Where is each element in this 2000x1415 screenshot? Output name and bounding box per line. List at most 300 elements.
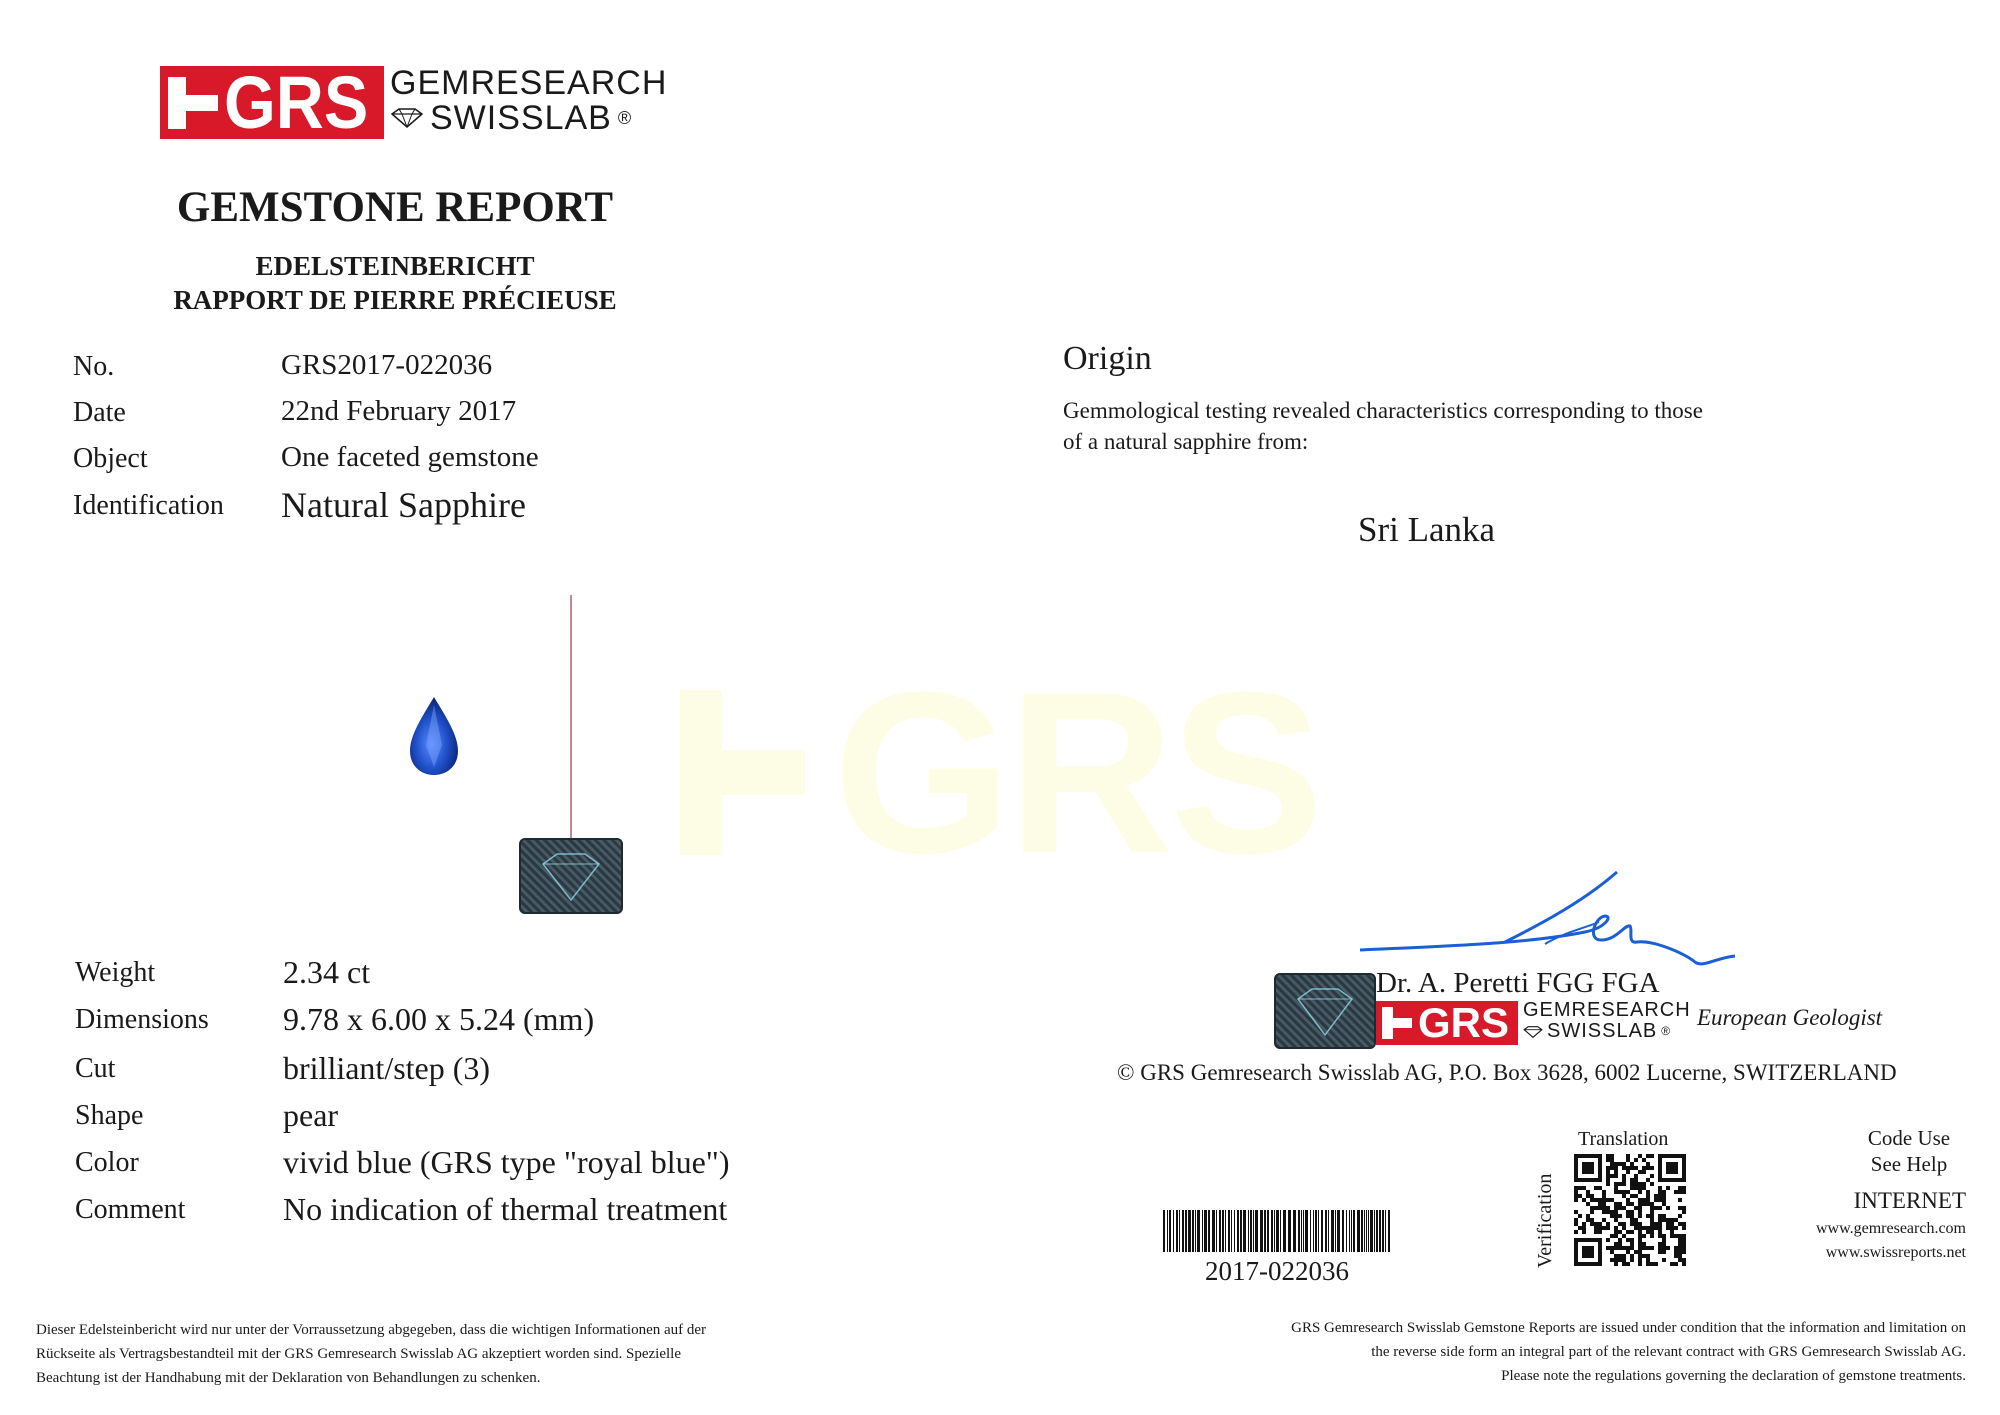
field-value-no: GRS2017-022036: [281, 349, 493, 381]
qr-module: [1682, 1226, 1686, 1230]
qr-module: [1666, 1246, 1670, 1250]
qr-module: [1682, 1238, 1686, 1242]
disclaimer-german-line3: Beachtung ist der Handhabung mit der Deklaration von Behandlungen zu schenken.: [36, 1370, 541, 1386]
field-label-comment: Comment: [75, 1194, 186, 1225]
qr-module: [1638, 1186, 1642, 1190]
qr-module: [1630, 1214, 1634, 1218]
logo-wordmark-small: [1523, 1000, 1691, 1042]
qr-finder-pattern: [1582, 1246, 1594, 1258]
qr-module: [1654, 1222, 1658, 1226]
registered-mark-small: ®: [1661, 1024, 1672, 1039]
registered-mark: ®: [617, 107, 633, 128]
qr-module: [1646, 1258, 1650, 1262]
qr-module: [1602, 1194, 1606, 1198]
qr-module: [1614, 1174, 1618, 1178]
qr-module: [1610, 1246, 1614, 1250]
qr-module: [1650, 1214, 1654, 1218]
diamond-icon: [390, 108, 424, 128]
qr-module: [1634, 1174, 1638, 1178]
qr-module: [1682, 1250, 1686, 1254]
qr-module: [1678, 1198, 1682, 1202]
qr-module: [1642, 1198, 1646, 1202]
qr-module: [1614, 1234, 1618, 1238]
barcode-bar: [1328, 1210, 1329, 1252]
qr-module: [1626, 1154, 1630, 1158]
barcode-bar: [1337, 1210, 1340, 1252]
qr-module: [1602, 1210, 1606, 1214]
qr-module: [1654, 1206, 1658, 1210]
qr-module: [1598, 1186, 1602, 1190]
barcode-bar: [1313, 1210, 1314, 1252]
barcode-bar: [1315, 1210, 1317, 1252]
qr-module: [1678, 1186, 1682, 1190]
qr-module: [1662, 1194, 1666, 1198]
qr-module: [1658, 1194, 1662, 1198]
qr-module: [1658, 1230, 1662, 1234]
qr-module: [1618, 1254, 1622, 1258]
qr-module: [1574, 1210, 1578, 1214]
qr-module: [1626, 1158, 1630, 1162]
qr-module: [1610, 1158, 1614, 1162]
qr-module: [1618, 1222, 1622, 1226]
qr-module: [1574, 1230, 1578, 1234]
qr-module: [1650, 1182, 1654, 1186]
qr-module: [1642, 1182, 1646, 1186]
barcode-bar: [1216, 1210, 1217, 1252]
barcode-bar: [1276, 1210, 1279, 1252]
qr-module: [1646, 1190, 1650, 1194]
field-value-color: vivid blue (GRS type "royal blue"): [283, 1144, 730, 1180]
qr-module: [1650, 1202, 1654, 1206]
qr-module: [1606, 1182, 1610, 1186]
qr-module: [1630, 1178, 1634, 1182]
qr-module: [1630, 1162, 1634, 1166]
qr-module: [1682, 1258, 1686, 1262]
qr-module: [1634, 1158, 1638, 1162]
barcode-bar: [1318, 1210, 1319, 1252]
barcode-bar: [1298, 1210, 1300, 1252]
qr-module: [1678, 1242, 1682, 1246]
diamond-small-icon: [1523, 1026, 1543, 1038]
qr-module: [1678, 1214, 1682, 1218]
qr-module: [1634, 1250, 1638, 1254]
qr-module: [1650, 1222, 1654, 1226]
qr-module: [1618, 1246, 1622, 1250]
qr-module: [1658, 1206, 1662, 1210]
qr-module: [1586, 1194, 1590, 1198]
qr-module: [1658, 1198, 1662, 1202]
qr-module: [1666, 1206, 1670, 1210]
grs-cross-watermark-icon: [680, 690, 805, 855]
disclaimer-german-line1: Dieser Edelsteinbericht wird nur unter der Vorraussetzung abgegeben, dass die wichtigen Informationen auf der: [36, 1322, 707, 1338]
qr-module: [1614, 1214, 1618, 1218]
qr-module: [1638, 1262, 1642, 1266]
disclaimer-german: [36, 1318, 906, 1390]
qr-module: [1622, 1162, 1626, 1166]
qr-module: [1594, 1226, 1598, 1230]
qr-module: [1630, 1258, 1634, 1262]
qr-module: [1602, 1198, 1606, 1202]
qr-module: [1642, 1170, 1646, 1174]
disclaimer-english-line3: Please note the regulations governing the declaration of gemstone treatments.: [1501, 1368, 1966, 1384]
qr-module: [1614, 1190, 1618, 1194]
barcode-bar: [1331, 1210, 1334, 1252]
qr-module: [1634, 1218, 1638, 1222]
field-label-dimensions: Dimensions: [75, 1004, 209, 1035]
qr-module: [1682, 1206, 1686, 1210]
qr-module: [1602, 1202, 1606, 1206]
barcode-bar: [1225, 1210, 1226, 1252]
qr-module: [1622, 1254, 1626, 1258]
qr-module: [1682, 1242, 1686, 1246]
qr-module: [1610, 1166, 1614, 1170]
qr-module: [1682, 1262, 1686, 1266]
qr-module: [1590, 1198, 1594, 1202]
qr-module: [1658, 1218, 1662, 1222]
barcode-bar: [1219, 1210, 1221, 1252]
qr-module: [1610, 1210, 1614, 1214]
barcode-bar: [1361, 1210, 1363, 1252]
barcode-bar: [1293, 1210, 1296, 1252]
barcode-bar: [1248, 1210, 1249, 1252]
qr-module: [1638, 1210, 1642, 1214]
qr-module: [1630, 1254, 1634, 1258]
barcode-bar: [1364, 1210, 1365, 1252]
field-value-object: One faceted gemstone: [281, 441, 539, 473]
qr-module: [1674, 1254, 1678, 1258]
barcode-bar: [1253, 1210, 1254, 1252]
qr-module: [1662, 1246, 1666, 1250]
qr-module: [1614, 1218, 1618, 1222]
qr-module: [1590, 1210, 1594, 1214]
qr-finder-pattern: [1582, 1162, 1594, 1174]
qr-module: [1634, 1206, 1638, 1210]
qr-module: [1638, 1154, 1642, 1158]
qr-module: [1598, 1206, 1602, 1210]
qr-module: [1646, 1246, 1650, 1250]
qr-module: [1622, 1182, 1626, 1186]
barcode-bar: [1192, 1210, 1194, 1252]
barcode-bar: [1280, 1210, 1281, 1252]
qr-module: [1638, 1254, 1642, 1258]
grs-cross-small-icon: [1382, 1007, 1412, 1039]
barcode-bar: [1376, 1210, 1378, 1252]
qr-finder-pattern: [1666, 1162, 1678, 1174]
qr-module: [1638, 1190, 1642, 1194]
logo-mark-small: GRS: [1418, 999, 1510, 1046]
company-address: © GRS Gemresearch Swisslab AG, P.O. Box 3628, 6002 Lucerne, SWITZERLAND: [1117, 1060, 1897, 1085]
qr-module: [1630, 1194, 1634, 1198]
qr-module: [1658, 1250, 1662, 1254]
qr-module: [1602, 1218, 1606, 1222]
barcode-bar: [1368, 1210, 1369, 1252]
qr-module: [1658, 1242, 1662, 1246]
qr-module: [1646, 1198, 1650, 1202]
barcode-bar: [1357, 1210, 1360, 1252]
qr-module: [1610, 1154, 1614, 1158]
qr-module: [1574, 1186, 1578, 1190]
url-swissreports[interactable]: www.swissreports.net: [1825, 1244, 1966, 1261]
qr-module: [1614, 1254, 1618, 1258]
barcode-bar: [1349, 1210, 1350, 1252]
origin-text-line1: Gemmological testing revealed characteristics corresponding to those: [1063, 398, 1703, 423]
qr-module: [1594, 1198, 1598, 1202]
field-value-shape: pear: [283, 1097, 339, 1133]
qr-module: [1618, 1202, 1622, 1206]
qr-module: [1638, 1202, 1642, 1206]
disclaimer-english-line1: GRS Gemresearch Swisslab Gemstone Reports are issued under condition that the information and limitation on: [1291, 1320, 1966, 1336]
qr-module: [1682, 1210, 1686, 1214]
code-use-line1: Code Use: [1867, 1126, 1951, 1150]
qr-module: [1678, 1246, 1682, 1250]
qr-module: [1622, 1206, 1626, 1210]
barcode-bar: [1325, 1210, 1327, 1252]
qr-module: [1634, 1186, 1638, 1190]
qr-module: [1682, 1234, 1686, 1238]
qr-module: [1602, 1226, 1606, 1230]
barcode-bar: [1173, 1210, 1174, 1252]
qr-module: [1646, 1254, 1650, 1258]
qr-module: [1670, 1226, 1674, 1230]
qr-module: [1582, 1198, 1586, 1202]
url-gemresearch[interactable]: www.gemresearch.com: [1815, 1220, 1966, 1237]
barcode-bar: [1288, 1210, 1291, 1252]
qr-module: [1638, 1234, 1642, 1238]
qr-module: [1594, 1230, 1598, 1234]
qr-module: [1614, 1230, 1618, 1234]
qr-module: [1634, 1178, 1638, 1182]
qr-module: [1642, 1202, 1646, 1206]
qr-module: [1614, 1162, 1618, 1166]
qr-module: [1674, 1234, 1678, 1238]
qr-module: [1594, 1222, 1598, 1226]
qr-module: [1590, 1194, 1594, 1198]
report-title: GEMSTONE REPORT: [176, 184, 614, 231]
signature-image: [1355, 862, 1755, 972]
field-value-weight: 2.34 ct: [283, 954, 371, 990]
qr-module: [1626, 1166, 1630, 1170]
qr-module: [1670, 1218, 1674, 1222]
logo-mark: GRS: [223, 60, 368, 144]
qr-module: [1642, 1186, 1646, 1190]
qr-module: [1662, 1242, 1666, 1246]
qr-module: [1578, 1226, 1582, 1230]
barcode-bar: [1353, 1210, 1355, 1252]
barcode-bar: [1301, 1210, 1302, 1252]
origin-heading: Origin: [1063, 340, 1152, 377]
qr-module: [1662, 1202, 1666, 1206]
qr-code-image[interactable]: [1574, 1154, 1686, 1266]
qr-module: [1638, 1214, 1642, 1218]
qr-module: [1658, 1186, 1662, 1190]
qr-module: [1650, 1206, 1654, 1210]
qr-module: [1618, 1230, 1622, 1234]
qr-module: [1634, 1222, 1638, 1226]
qr-module: [1618, 1162, 1622, 1166]
qr-module: [1574, 1190, 1578, 1194]
qr-module: [1646, 1162, 1650, 1166]
qr-module: [1658, 1222, 1662, 1226]
qr-module: [1650, 1174, 1654, 1178]
field-label-no: No.: [73, 351, 115, 382]
barcode-bar: [1303, 1210, 1304, 1252]
qr-module: [1578, 1186, 1582, 1190]
qr-module: [1638, 1198, 1642, 1202]
qr-module: [1658, 1246, 1662, 1250]
qr-module: [1618, 1238, 1622, 1242]
qr-module: [1638, 1250, 1642, 1254]
qr-module: [1610, 1174, 1614, 1178]
qr-module: [1614, 1182, 1618, 1186]
qr-module: [1638, 1226, 1642, 1230]
field-label-weight: Weight: [75, 957, 156, 988]
barcode-bar: [1231, 1210, 1232, 1252]
barcode-bar: [1167, 1210, 1168, 1252]
qr-module: [1598, 1230, 1602, 1234]
qr-module: [1606, 1198, 1610, 1202]
qr-module: [1642, 1166, 1646, 1170]
qr-module: [1674, 1250, 1678, 1254]
qr-module: [1678, 1206, 1682, 1210]
barcode-bar: [1382, 1210, 1384, 1252]
qr-module: [1586, 1218, 1590, 1222]
qr-module: [1610, 1234, 1614, 1238]
qr-module: [1614, 1262, 1618, 1266]
barcode-bar: [1176, 1210, 1178, 1252]
barcode-bar: [1321, 1210, 1323, 1252]
barcode-bar: [1283, 1210, 1286, 1252]
qr-module: [1630, 1210, 1634, 1214]
qr-module: [1682, 1190, 1686, 1194]
qr-module: [1582, 1226, 1586, 1230]
qr-module: [1626, 1198, 1630, 1202]
barcode-bar: [1163, 1210, 1165, 1252]
qr-module: [1606, 1174, 1610, 1178]
qr-module: [1622, 1222, 1626, 1226]
qr-module: [1594, 1206, 1598, 1210]
barcode-bar: [1237, 1210, 1239, 1252]
qr-module: [1658, 1214, 1662, 1218]
field-label-date: Date: [73, 397, 126, 428]
qr-module: [1638, 1238, 1642, 1242]
qr-module: [1630, 1186, 1634, 1190]
qr-module: [1646, 1202, 1650, 1206]
qr-module: [1630, 1238, 1634, 1242]
qr-module: [1658, 1234, 1662, 1238]
qr-module: [1650, 1226, 1654, 1230]
report-title-german: EDELSTEINBERICHT: [255, 251, 535, 281]
field-label-identification: Identification: [73, 490, 224, 521]
qr-module: [1598, 1202, 1602, 1206]
qr-module: [1650, 1234, 1654, 1238]
qr-module: [1606, 1206, 1610, 1210]
qr-module: [1650, 1210, 1654, 1214]
field-value-dimensions: 9.78 x 6.00 x 5.24 (mm): [283, 1001, 595, 1037]
barcode-bar: [1346, 1210, 1347, 1252]
qr-module: [1618, 1182, 1622, 1186]
qr-module: [1674, 1226, 1678, 1230]
qr-module: [1626, 1230, 1630, 1234]
barcode-bar: [1188, 1210, 1191, 1252]
qr-module: [1638, 1222, 1642, 1226]
qr-module: [1646, 1178, 1650, 1182]
qr-module: [1614, 1210, 1618, 1214]
barcode-number: 2017-022036: [1205, 1256, 1349, 1286]
qr-module: [1574, 1194, 1578, 1198]
qr-module: [1654, 1198, 1658, 1202]
qr-module: [1670, 1262, 1674, 1266]
qr-module: [1618, 1190, 1622, 1194]
barcode-bar: [1195, 1210, 1196, 1252]
barcode-bar: [1204, 1210, 1207, 1252]
qr-module: [1666, 1226, 1670, 1230]
grs-logo-small: [1376, 1001, 1518, 1045]
qr-module: [1654, 1226, 1658, 1230]
grs-cross-icon: [168, 77, 216, 129]
qr-module: [1606, 1178, 1610, 1182]
origin-text-line2: of a natural sapphire from:: [1063, 429, 1309, 454]
logo-line1: GEMRESEARCH: [390, 64, 668, 102]
qr-module: [1574, 1218, 1578, 1222]
field-label-object: Object: [73, 443, 148, 474]
qr-module: [1606, 1226, 1610, 1230]
signatory-name: Dr. A. Peretti FGG FGA: [1376, 967, 1660, 999]
qr-module: [1618, 1214, 1622, 1218]
qr-module: [1626, 1190, 1630, 1194]
qr-module: [1674, 1262, 1678, 1266]
barcode-bar: [1274, 1210, 1275, 1252]
logo-line2-small: SWISSLAB: [1547, 1020, 1658, 1042]
qr-module: [1598, 1226, 1602, 1230]
barcode-bar: [1351, 1210, 1352, 1252]
qr-module: [1642, 1234, 1646, 1238]
qr-module: [1670, 1230, 1674, 1234]
qr-module: [1630, 1246, 1634, 1250]
qr-module: [1666, 1186, 1670, 1190]
disclaimer-german-line2: Rückseite als Vertragsbestandteil mit der GRS Gemresearch Swisslab AG akzeptiert worden sind. Spezielle: [36, 1346, 681, 1362]
qr-module: [1678, 1254, 1682, 1258]
qr-module: [1650, 1246, 1654, 1250]
qr-module: [1606, 1222, 1610, 1226]
qr-module: [1678, 1258, 1682, 1262]
qr-module: [1650, 1230, 1654, 1234]
qr-module: [1606, 1210, 1610, 1214]
logo-line1-small: GEMRESEARCH: [1523, 999, 1691, 1021]
qr-module: [1590, 1222, 1594, 1226]
qr-module: [1638, 1206, 1642, 1210]
barcode-bar: [1264, 1210, 1266, 1252]
qr-module: [1582, 1222, 1586, 1226]
qr-module: [1630, 1202, 1634, 1206]
qr-module: [1646, 1262, 1650, 1266]
qr-module: [1614, 1170, 1618, 1174]
qr-module: [1590, 1206, 1594, 1210]
qr-module: [1614, 1186, 1618, 1190]
qr-verification-label[interactable]: Verification: [1534, 1173, 1556, 1268]
logo-wordmark: [390, 66, 667, 135]
qr-module: [1638, 1182, 1642, 1186]
qr-module: [1618, 1242, 1622, 1246]
barcode-bar: [1197, 1210, 1200, 1252]
qr-module: [1606, 1170, 1610, 1174]
qr-module: [1662, 1198, 1666, 1202]
qr-module: [1678, 1250, 1682, 1254]
qr-module: [1626, 1250, 1630, 1254]
qr-module: [1606, 1238, 1610, 1242]
barcode-bar: [1169, 1210, 1171, 1252]
qr-module: [1614, 1226, 1618, 1230]
qr-module: [1626, 1202, 1630, 1206]
